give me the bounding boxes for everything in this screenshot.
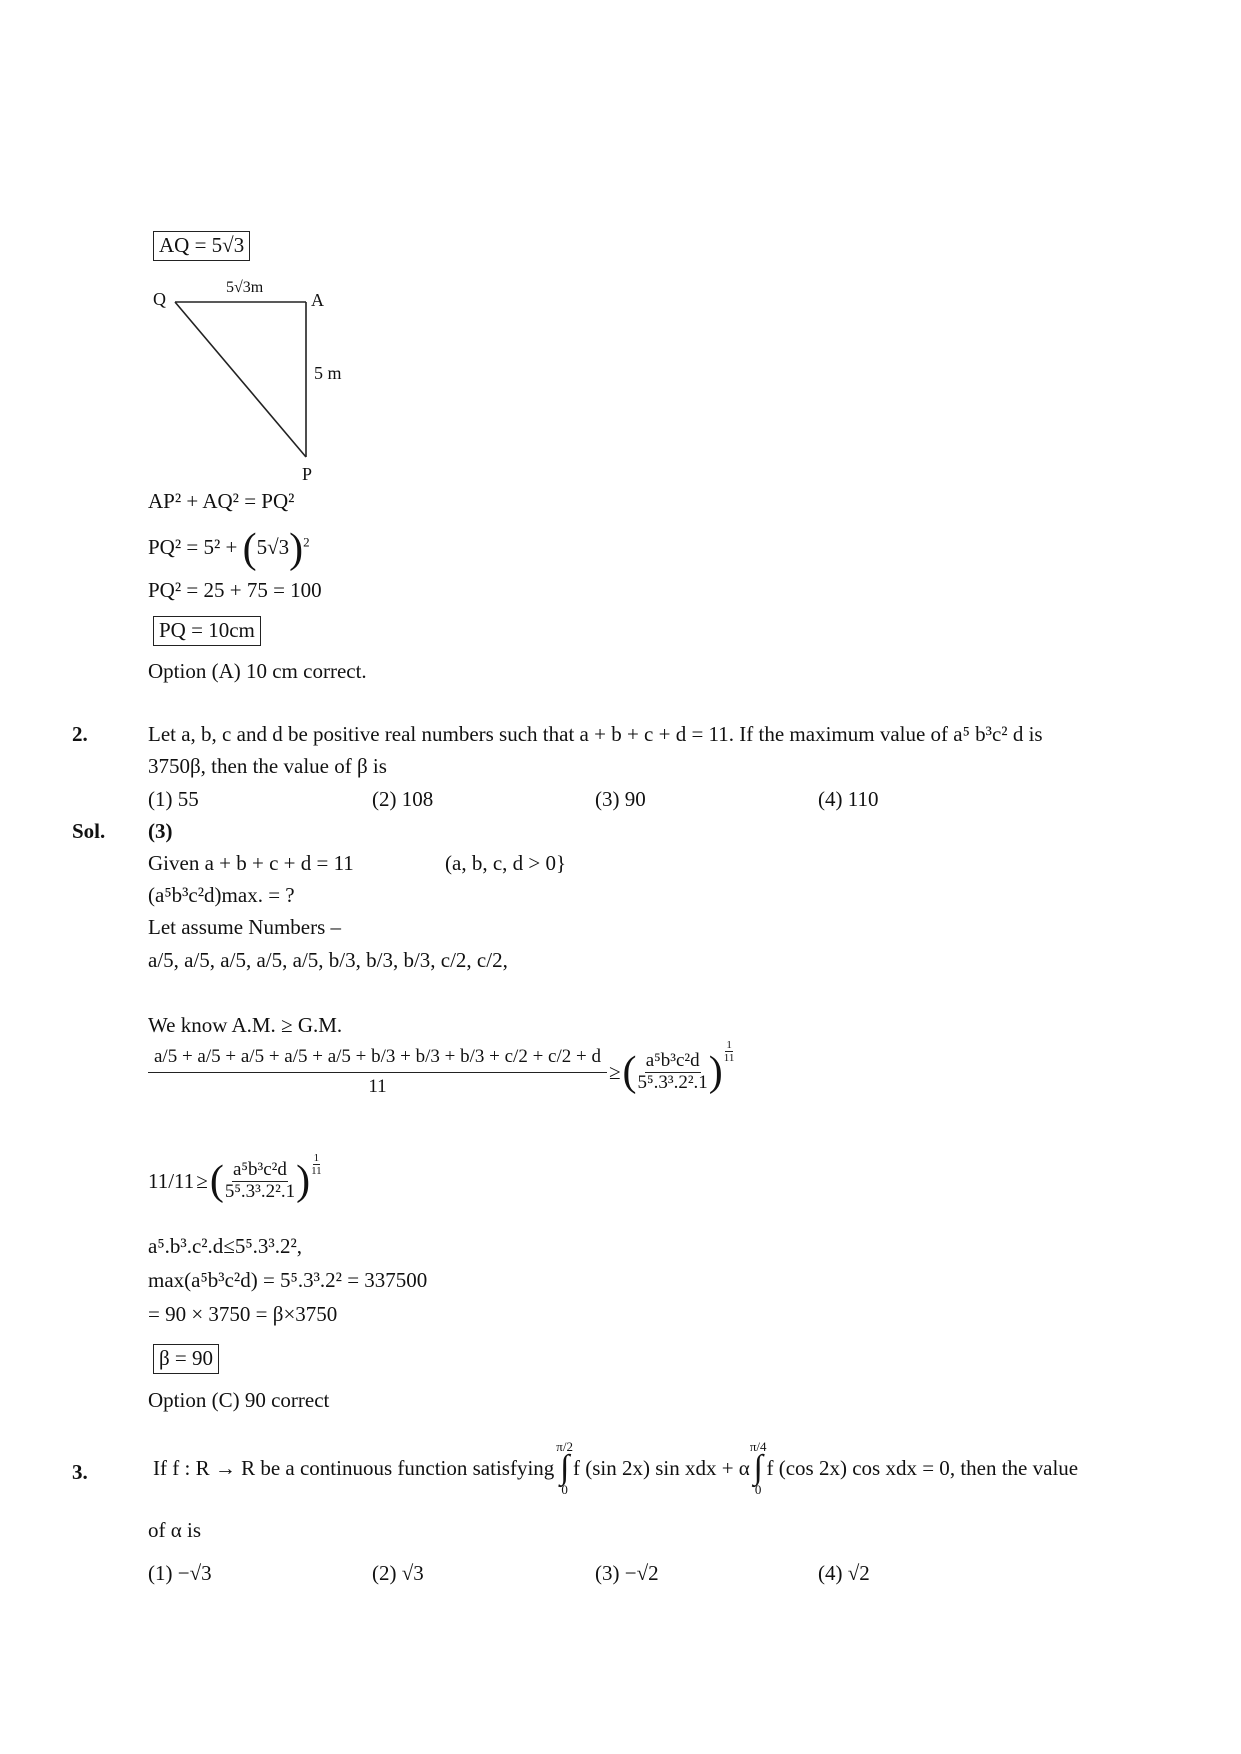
integral-1-sign: ∫ (559, 1448, 570, 1486)
question-2-option-3: (3) 90 (595, 787, 646, 811)
beta-boxed-text: β = 90 (153, 1344, 219, 1374)
integral-2-lower: 0 (754, 1482, 762, 1498)
close-paren: ) (289, 526, 304, 572)
gm2-close-paren: ) (296, 1158, 311, 1205)
solution-numbers-list: a/5, a/5, a/5, a/5, a/5, b/3, b/3, b/3, c/2, c/2, (148, 948, 508, 972)
prev-option-line: Option (A) 10 cm correct. (148, 659, 367, 683)
edge-ap-label: 5 m (314, 363, 342, 383)
gm2-fraction (224, 1160, 296, 1203)
question-2-text-line1: Let a, b, c and d be positive real numbers such that a + b + c + d = 11. If the maximum value of a⁵ b³c² d is (148, 722, 1043, 746)
amgm-lhs-fraction (148, 1047, 607, 1098)
question-2-option-4: (4) 110 (818, 787, 879, 811)
gm2-numerator: a⁵b³c²d (233, 1159, 287, 1180)
solution-assume: Let assume Numbers – (148, 915, 342, 939)
gm2-open-paren: ( (209, 1158, 224, 1205)
solution-condition: (a, b, c, d > 0} (445, 851, 567, 875)
question-3-text-a: If f : R → R be a continuous function satisfying (153, 1455, 555, 1480)
gm-exponent-den: 11 (723, 1052, 735, 1065)
amgm-inequality (148, 1039, 735, 1098)
gm2-exponent-num: 1 (313, 1152, 320, 1164)
solution-option-line: Option (C) 90 correct (148, 1388, 330, 1412)
beta-result-box (153, 1344, 219, 1374)
question-2-option-2: (2) 108 (372, 787, 434, 811)
integral-2-body: f (cos 2x) cos xdx = 0 (766, 1455, 950, 1480)
integral-1-lower: 0 (561, 1482, 568, 1498)
pythagoras-line: AP² + AQ² = PQ² (148, 489, 295, 513)
edge-qa-label: 5√3m (226, 279, 264, 296)
question-2-option-1: (1) 55 (148, 787, 199, 811)
question-2-text-line2: 3750β, then the value of β is (148, 754, 387, 778)
geq-symbol-2: ≥ (196, 1168, 208, 1193)
solution-max-expr: (a⁵b³c²d)max. = ? (148, 883, 295, 907)
aq-boxed-text: AQ = 5√3 (153, 231, 250, 261)
geq-symbol: ≥ (608, 1059, 621, 1084)
gm2-exponent (310, 1152, 323, 1177)
gm-denominator: 5⁵.3³.2².1 (637, 1071, 708, 1093)
solution-answer: (3) (148, 819, 173, 843)
pq-squared-exp: 2 (303, 534, 310, 550)
pq-squared-line (148, 528, 310, 570)
question-3-option-1: (1) −√3 (148, 1561, 212, 1585)
gm-exponent-num: 1 (726, 1039, 732, 1051)
question-3-option-4: (4) √2 (818, 1561, 870, 1585)
solution-label: Sol. (72, 819, 106, 843)
question-3-text-line1 (153, 1430, 1078, 1506)
question-3-option-2: (2) √3 (372, 1561, 424, 1585)
eleven-over-eleven: 11/11 (148, 1168, 195, 1193)
simplified-inequality (148, 1152, 323, 1205)
open-paren: ( (242, 526, 257, 572)
integral-1-upper: π/2 (556, 1438, 573, 1454)
integral-2-upper: π/4 (749, 1438, 767, 1454)
solution-beta-equation: = 90 × 3750 = β×3750 (148, 1302, 338, 1326)
vertex-q-label: Q (153, 289, 166, 309)
question-3-text-b: , then the value (949, 1455, 1079, 1480)
pq-squared-left: PQ² = 5² + (148, 534, 243, 559)
solution-amgm-statement: We know A.M. ≥ G.M. (148, 1013, 343, 1037)
triangle-figure (148, 279, 348, 485)
gm2-exponent-den: 11 (311, 1165, 322, 1178)
integral-2-sign: ∫ (753, 1448, 763, 1486)
question-3-number: 3. (72, 1460, 88, 1484)
solution-inequality-line: a⁵.b³.c².d≤5⁵.3³.2², (148, 1234, 302, 1258)
question-2-number: 2. (72, 722, 88, 746)
pq-result-box (153, 616, 261, 646)
integral-1 (556, 1440, 573, 1497)
gm-exponent (723, 1039, 736, 1064)
gm-fraction (637, 1051, 709, 1094)
vertex-a-label: A (311, 290, 324, 310)
question-3-option-3: (3) −√2 (595, 1561, 659, 1585)
vertex-p-label: P (302, 464, 313, 484)
pq-boxed-text: PQ = 10cm (153, 616, 261, 646)
aq-result-box (153, 231, 250, 261)
edge-qp (175, 302, 306, 457)
question-3-text-line2: of α is (148, 1518, 202, 1542)
integral-2 (750, 1440, 767, 1497)
solution-given: Given a + b + c + d = 11 (148, 851, 354, 875)
amgm-lhs-numerator: a/5 + a/5 + a/5 + a/5 + a/5 + b/3 + b/3 + b/3 + c/2 + c/2 + d (148, 1047, 607, 1073)
integral-1-body: f (sin 2x) sin xdx + α (572, 1455, 750, 1480)
solution-max-value: max(a⁵b³c²d) = 5⁵.3³.2² = 337500 (148, 1268, 428, 1292)
gm2-denominator: 5⁵.3³.2².1 (224, 1180, 296, 1202)
pq-squared-inner: 5√3 (256, 534, 290, 559)
pq-sum-line: PQ² = 25 + 75 = 100 (148, 578, 322, 602)
amgm-lhs-denominator: 11 (368, 1075, 387, 1097)
gm-numerator: a⁵b³c²d (645, 1050, 700, 1071)
gm-close-paren: ) (708, 1049, 723, 1096)
triangle-diagram (148, 285, 348, 485)
gm-open-paren: ( (622, 1049, 637, 1096)
